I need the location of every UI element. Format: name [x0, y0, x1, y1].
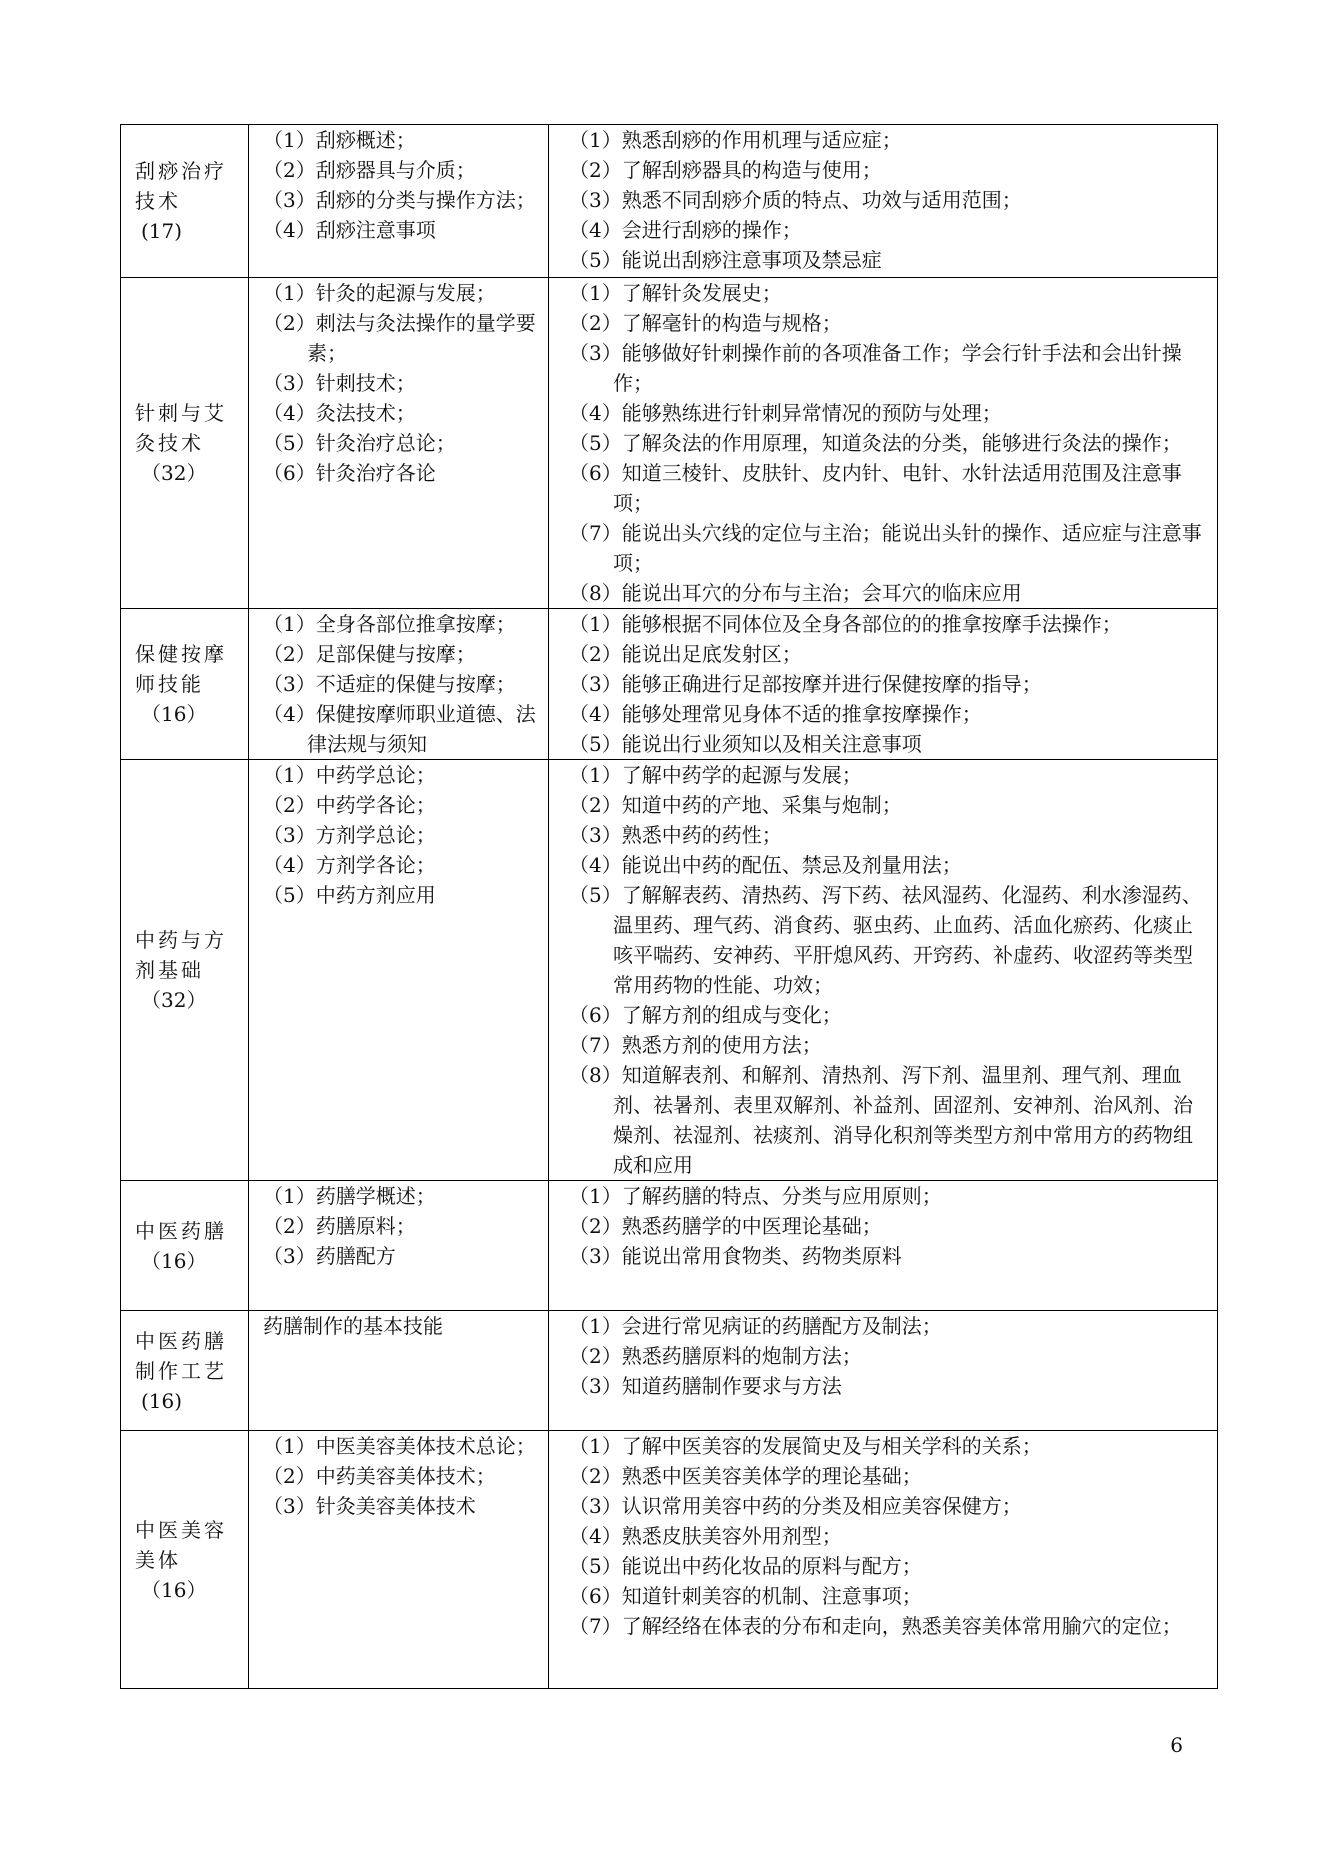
requirement-item: （7）能说出头穴线的定位与主治；能说出头针的操作、适应症与注意事项；	[569, 521, 1202, 575]
requirement-item: （5）了解解表药、清热药、泻下药、祛风湿药、化湿药、利水渗湿药、温里药、理气药、消食药、驱虫药、止血药、活血化瘀药、化痰止咳平喘药、安神药、平肝熄风药、开窍药、补虚药、收涩药等类型常用药物的性能、功效；	[569, 883, 1202, 997]
content-item: （2）刺法与灸法操作的量学要素；	[263, 311, 536, 365]
content-item: （3）方剂学总论；	[263, 823, 436, 847]
content-item: （2）中药学各论；	[263, 793, 436, 817]
requirement-item: （6）知道针刺美容的机制、注意事项；	[569, 1584, 922, 1608]
content-item: （3）刮痧的分类与操作方法；	[263, 188, 536, 212]
requirement-item: （3）能够正确进行足部按摩并进行保健按摩的指导；	[569, 672, 1042, 696]
requirements-cell	[549, 1431, 1218, 1689]
requirement-item: （3）能够做好针刺操作前的各项准备工作；学会行针手法和会出针操作；	[569, 341, 1182, 395]
course-name-cell	[121, 278, 249, 609]
requirement-item: （4）能够处理常见身体不适的推拿按摩操作；	[569, 702, 982, 726]
course-hours: (17)	[141, 219, 183, 243]
table-row	[121, 609, 1218, 760]
requirement-item: （3）熟悉中药的药性；	[569, 823, 782, 847]
course-name: 中医药膳	[135, 1218, 227, 1243]
content-item: （1）全身各部位推拿按摩；	[263, 612, 516, 636]
requirement-item: （4）能够熟练进行针刺异常情况的预防与处理；	[569, 401, 1002, 425]
course-hours: （32）	[141, 461, 207, 485]
page-number: 6	[1170, 1733, 1183, 1757]
teaching-content-cell	[249, 1431, 549, 1689]
content-item: （4）保健按摩师职业道德、法律法规与须知	[263, 702, 536, 756]
table-row	[121, 125, 1218, 278]
table-row	[121, 278, 1218, 609]
content-item: （5）针灸治疗总论；	[263, 431, 456, 455]
teaching-content-cell	[249, 1181, 549, 1311]
requirement-item: （4）会进行刮痧的操作；	[569, 218, 802, 242]
requirements-cell	[549, 125, 1218, 278]
requirement-item: （5）能说出行业须知以及相关注意事项	[569, 732, 922, 756]
requirement-item: （8）知道解表剂、和解剂、清热剂、泻下剂、温里剂、理气剂、理血剂、祛暑剂、表里双解剂、补益剂、固涩剂、安神剂、治风剂、治燥剂、祛湿剂、祛痰剂、消导化积剂等类型方剂中常用方的药物组成和应用	[569, 1063, 1193, 1177]
requirement-item: （4）能说出中药的配伍、禁忌及剂量用法；	[569, 853, 962, 877]
requirements-cell	[549, 1181, 1218, 1311]
content-item: （3）针灸美容美体技术	[263, 1494, 476, 1518]
content-item: （2）足部保健与按摩；	[263, 642, 476, 666]
course-name-cell	[121, 760, 249, 1181]
content-item: （3）不适症的保健与按摩；	[263, 672, 516, 696]
teaching-content-cell	[249, 278, 549, 609]
requirement-item: （3）能说出常用食物类、药物类原料	[569, 1244, 902, 1268]
course-name: 中医药膳制作工艺	[135, 1328, 227, 1383]
content-item: （1）刮痧概述；	[263, 128, 416, 152]
table-row	[121, 1311, 1218, 1431]
requirement-item: （3）认识常用美容中药的分类及相应美容保健方；	[569, 1494, 1022, 1518]
requirement-item: （2）了解毫针的构造与规格；	[569, 311, 842, 335]
table-row	[121, 1431, 1218, 1689]
requirement-item: （2）能说出足底发射区；	[569, 642, 802, 666]
requirement-item: （3）知道药膳制作要求与方法	[569, 1374, 842, 1398]
requirement-item: （1）能够根据不同体位及全身各部位的的推拿按摩手法操作；	[569, 612, 1122, 636]
requirement-item: （1）了解中医美容的发展简史及与相关学科的关系；	[569, 1434, 1042, 1458]
content-item: （1）药膳学概述；	[263, 1184, 436, 1208]
course-name-cell	[121, 1181, 249, 1311]
course-hours: （32）	[141, 988, 207, 1012]
content-item: （2）药膳原料；	[263, 1214, 416, 1238]
requirement-item: （8）能说出耳穴的分布与主治；会耳穴的临床应用	[569, 581, 1022, 605]
requirement-item: （5）能说出刮痧注意事项及禁忌症	[569, 248, 882, 272]
teaching-content-cell	[249, 760, 549, 1181]
requirement-item: （6）知道三棱针、皮肤针、皮内针、电针、水针法适用范围及注意事项；	[569, 461, 1182, 515]
content-item: （1）中药学总论；	[263, 763, 436, 787]
content-item: （3）针刺技术；	[263, 371, 416, 395]
requirement-item: （1）会进行常见病证的药膳配方及制法；	[569, 1314, 942, 1338]
requirement-item: （1）了解药膳的特点、分类与应用原则；	[569, 1184, 942, 1208]
course-hours: （16）	[141, 1248, 207, 1273]
requirements-cell	[549, 1311, 1218, 1431]
content-item: （1）中医美容美体技术总论；	[263, 1434, 536, 1458]
teaching-content-cell	[249, 609, 549, 760]
teaching-content-cell	[249, 125, 549, 278]
requirement-item: （2）熟悉中医美容美体学的理论基础；	[569, 1464, 922, 1488]
requirement-item: （2）知道中药的产地、采集与炮制；	[569, 793, 902, 817]
requirement-item: （4）熟悉皮肤美容外用剂型；	[569, 1524, 842, 1548]
content-item: （6）针灸治疗各论	[263, 461, 436, 485]
requirements-cell	[549, 609, 1218, 760]
requirement-item: （5）能说出中药化妆品的原料与配方；	[569, 1554, 922, 1578]
content-item: （3）药膳配方	[263, 1244, 396, 1268]
content-item: （4）刮痧注意事项	[263, 218, 436, 242]
course-hours: （16）	[141, 702, 207, 726]
course-name: 针刺与艾灸技术	[135, 401, 227, 455]
content-item: （4）方剂学各论；	[263, 853, 436, 877]
syllabus-table	[120, 124, 1218, 1689]
requirement-item: （2）了解刮痧器具的构造与使用；	[569, 158, 882, 182]
course-name: 保健按摩师技能	[135, 642, 227, 696]
course-hours: （16）	[141, 1577, 207, 1602]
requirement-item: （6）了解方剂的组成与变化；	[569, 1003, 842, 1027]
content-item: （2）中药美容美体技术；	[263, 1464, 496, 1488]
content-item: （4）灸法技术；	[263, 401, 416, 425]
course-hours: (16)	[141, 1388, 183, 1413]
table-row	[121, 1181, 1218, 1311]
content-item: （2）刮痧器具与介质；	[263, 158, 476, 182]
requirement-item: （3）熟悉不同刮痧介质的特点、功效与适用范围；	[569, 188, 1022, 212]
course-name-cell	[121, 1431, 249, 1689]
content-item: （5）中药方剂应用	[263, 883, 436, 907]
course-name-cell	[121, 125, 249, 278]
course-name-cell	[121, 1311, 249, 1431]
course-name: 中医美容美体	[135, 1517, 227, 1572]
requirement-item: （2）熟悉药膳学的中医理论基础；	[569, 1214, 882, 1238]
table-row	[121, 760, 1218, 1181]
requirement-item: （7）了解经络在体表的分布和走向，熟悉美容美体常用腧穴的定位；	[569, 1614, 1182, 1638]
requirement-item: （1）熟悉刮痧的作用机理与适应症；	[569, 128, 902, 152]
requirement-item: （1）了解中药学的起源与发展；	[569, 763, 862, 787]
requirement-item: （5）了解灸法的作用原理，知道灸法的分类，能够进行灸法的操作；	[569, 431, 1182, 455]
requirement-item: （7）熟悉方剂的使用方法；	[569, 1033, 822, 1057]
course-name: 刮痧治疗技术	[135, 159, 227, 213]
teaching-content-cell	[249, 1311, 549, 1431]
requirements-cell	[549, 760, 1218, 1181]
course-name: 中药与方剂基础	[135, 928, 227, 982]
content-item: 药膳制作的基本技能	[263, 1314, 443, 1338]
requirement-item: （2）熟悉药膳原料的炮制方法；	[569, 1344, 862, 1368]
content-item: （1）针灸的起源与发展；	[263, 281, 496, 305]
requirement-item: （1）了解针灸发展史；	[569, 281, 782, 305]
course-name-cell	[121, 609, 249, 760]
requirements-cell	[549, 278, 1218, 609]
